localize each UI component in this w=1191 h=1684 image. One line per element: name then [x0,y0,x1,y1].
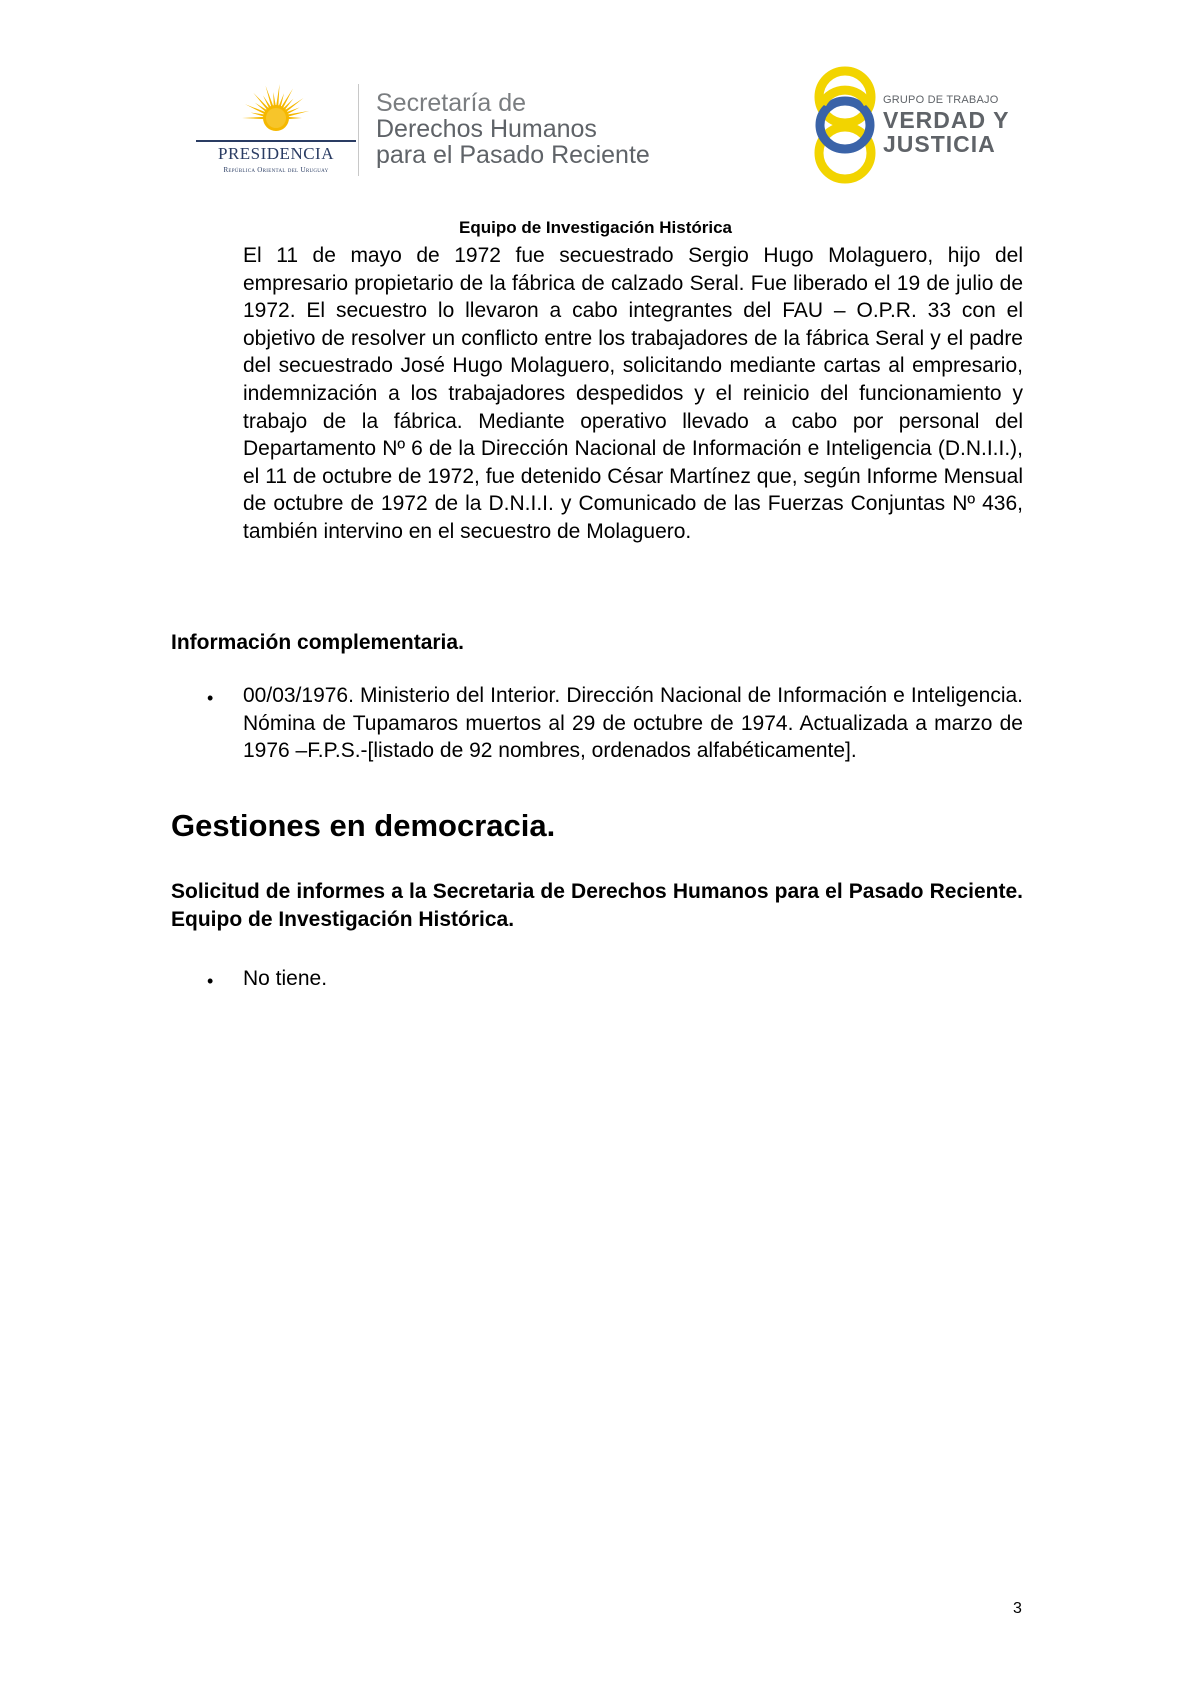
sun-ray [273,92,276,106]
secretaria-line-2: Derechos Humanos [376,115,597,143]
sun-ray [251,113,265,117]
team-title: Equipo de Investigación Histórica [459,218,732,237]
secretaria-line-1: Secretaría de [376,89,527,117]
linked-rings-icon [810,64,880,186]
info-item: 00/03/1976. Ministerio del Interior. Dirección Nacional de Información e Inteligencia. Nómina de Tupamaros muertos al 29 de octubre de 1974. Actualizada a marzo de 1976 –F.P.S.-[listado de 92 nombres, ordenados alfabéticamente]. [243,684,1023,763]
presidencia-rule [196,140,356,142]
sun-ray [288,117,302,119]
presidencia-subtitle: República Oriental del Uruguay [223,166,329,174]
grupo-title-line-1: VERDAD Y [883,107,1010,133]
gestiones-heading: Gestiones en democracia. [171,808,556,843]
sun-emblem-icon [236,82,316,142]
presidencia-name: PRESIDENCIA [217,144,334,163]
gestiones-item: No tiene. [243,967,328,990]
grupo-title-line-2: JUSTICIA [883,131,996,157]
presidencia-logo [196,82,356,178]
sun-ray [245,104,266,114]
sun-ray [276,84,279,106]
page-number: 3 [1013,1600,1022,1617]
secretaria-line-3: para el Pasado Reciente [376,141,650,169]
gestiones-bullet: • [207,971,214,991]
main-paragraph: El 11 de mayo de 1972 fue secuestrado Sergio Hugo Molaguero, hijo del empresario propietario de la fábrica de calzado Seral. Fue liberado el 19 de julio de 1972. El secuestro lo llevaron a cabo integrantes del FAU – O.P.R. 33 con el objetivo de resolver un conflicto entre los trabajadores de la fábrica Seral y el padre del secuestrado José Hugo Molaguero, solicitando mediante cartas al empresario, indemnización a los trabajadores despedidos y el reinicio del funcionamiento y trabajo de la fábrica. Mediante operativo llevado a cabo por personal del Departamento Nº 6 de la Dirección Nacional de Información e Inteligencia (D.N.I.I.), el 11 de octubre de 1972, fue detenido César Martínez que, según Informe Mensual de octubre de 1972 de la D.N.I.I. y Comunicado de las Fuerzas Conjuntas Nº 436, también intervino en el secuestro de Molaguero. [243,244,1023,543]
verdad-justicia-logo [810,64,1030,186]
secretaria-logo [352,90,692,168]
info-bullet: • [207,688,214,708]
solicitud-heading: Solicitud de informes a la Secretaria de Derechos Humanos para el Pasado Reciente. Equipo de Investigación Histórica. [171,880,1023,931]
sun-ray [265,86,273,107]
info-heading: Información complementaria. [171,631,464,654]
sun-ray [242,117,264,119]
grupo-label: GRUPO DE TRABAJO [883,94,999,106]
